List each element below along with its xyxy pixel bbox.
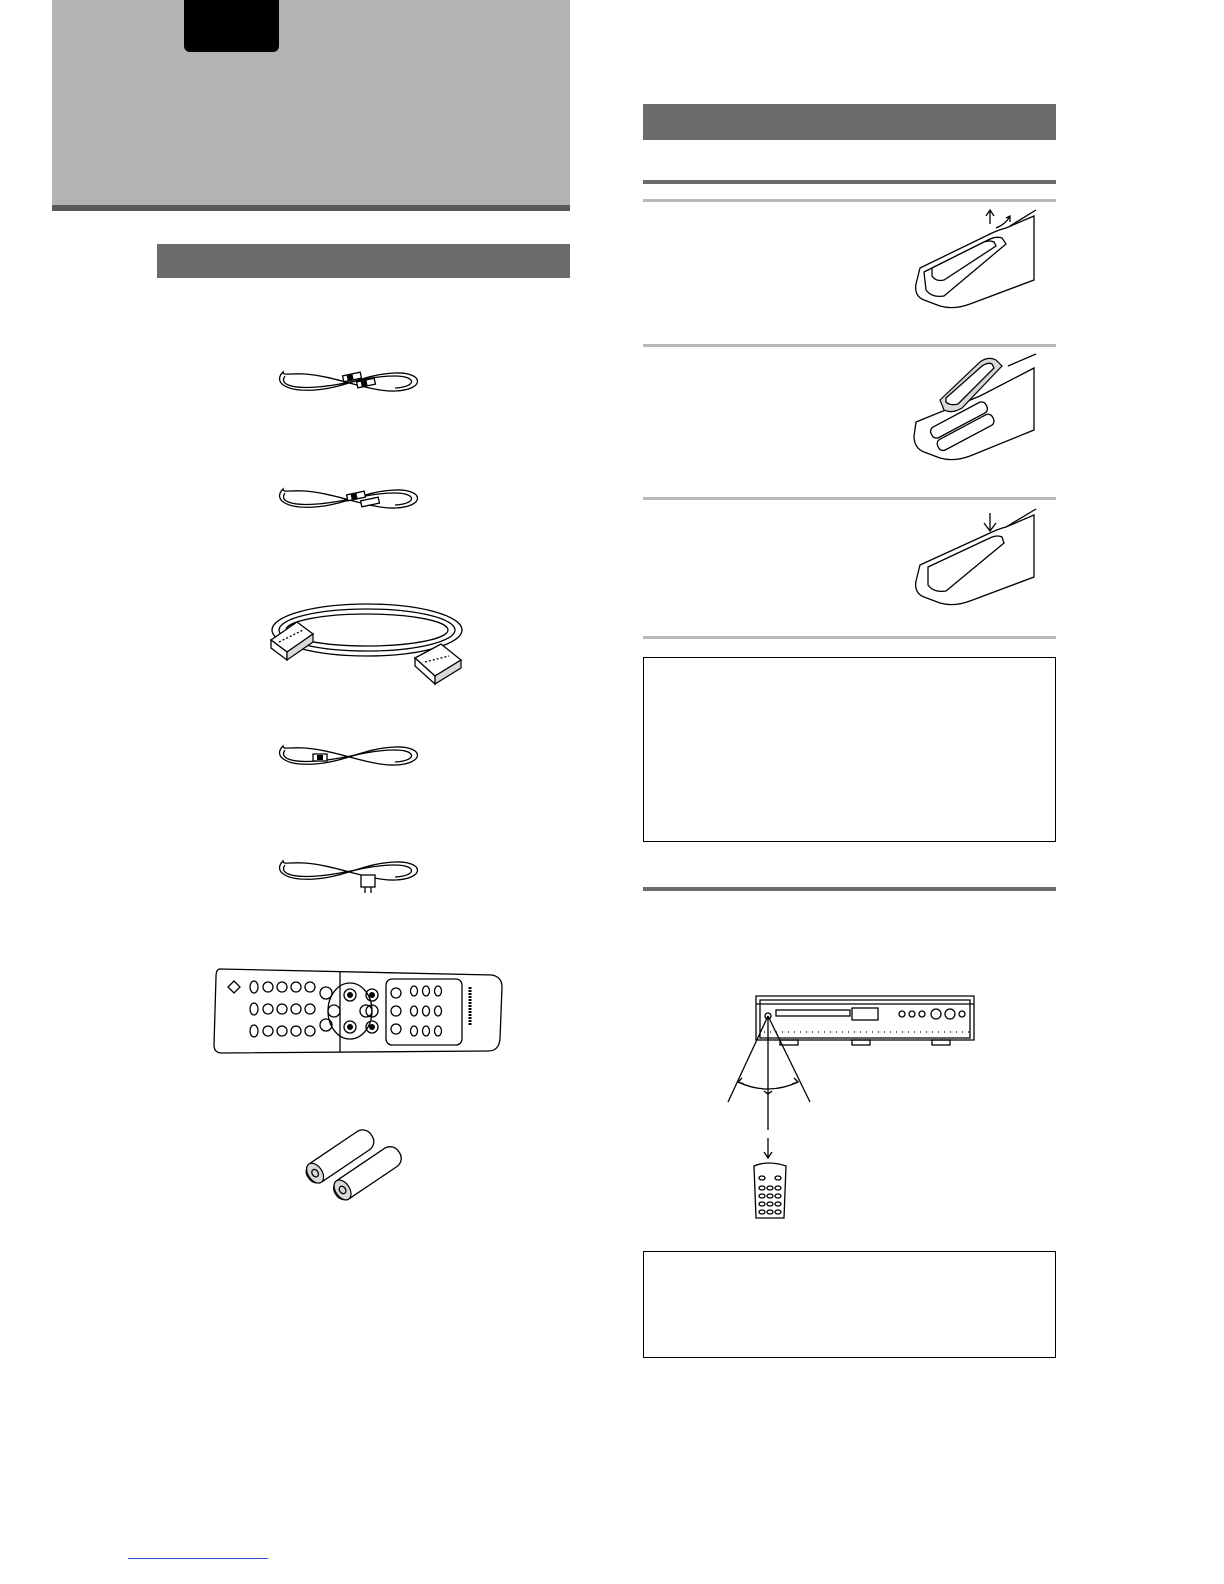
step-2-rule [643,344,1056,347]
step-3-rule [643,497,1056,500]
coaxial-cable-icon [275,738,425,772]
accessories-section-bar [157,244,570,278]
battery-subsection-rule [643,180,1056,184]
close-battery-cover-icon [910,503,1038,607]
battery-note-box [643,657,1056,842]
step-end-rule [643,636,1056,639]
operating-range-rule [643,887,1056,891]
remote-range-diagram-icon [720,990,976,1220]
chapter-header-underline [52,205,570,211]
chapter-header-block [52,0,570,205]
remote-section-bar [643,104,1056,140]
step-1-rule [643,199,1056,202]
open-battery-cover-icon [910,206,1038,310]
insert-batteries-icon [910,352,1038,464]
footer-link-underline[interactable] [128,1558,268,1559]
remote-control-icon [212,965,504,1057]
chapter-tab [184,0,279,52]
scart-cable-icon [265,598,470,686]
audio-cable-icon [275,364,425,398]
power-cord-icon [275,853,425,893]
video-cable-icon [275,481,425,515]
range-note-box [643,1251,1056,1358]
batteries-icon [300,1120,412,1202]
